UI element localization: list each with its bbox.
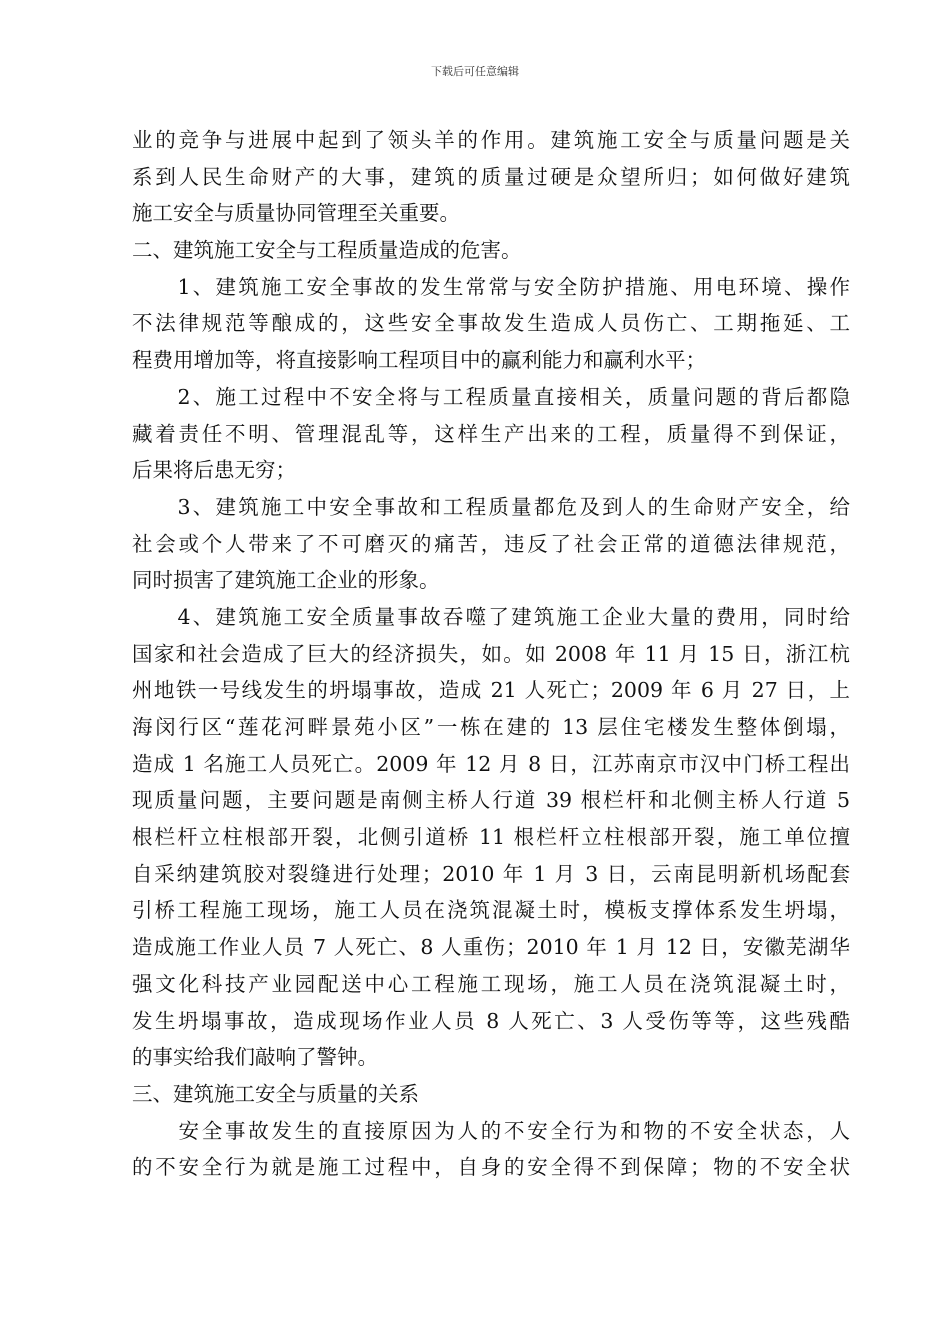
text-line: 同时损害了建筑施工企业的形象。 [132, 568, 440, 593]
text-line: 1、建筑施工安全事故的发生常常与安全防护措施、用电环境、操作 [132, 274, 850, 299]
text-line: 三、建筑施工安全与质量的关系 [132, 1081, 419, 1106]
text-line: 系到人民生命财产的大事，建筑的质量过硬是众望所归；如何做好建筑 [132, 164, 850, 189]
text-line: 造成 1 名施工人员死亡。2009 年 12 月 8 日，江苏南京市汉中门桥工程出 [132, 751, 850, 776]
text-line: 根栏杆立柱根部开裂，北侧引道桥 11 根栏杆立柱根部开裂，施工单位擅 [132, 825, 850, 850]
text-line: 社会或个人带来了不可磨灭的痛苦，违反了社会正常的道德法律规范， [132, 531, 850, 556]
text-line: 国家和社会造成了巨大的经济损失，如。如 2008 年 11 月 15 日，浙江杭 [132, 641, 850, 666]
text-line: 自采纳建筑胶对裂缝进行处理；2010 年 1 月 3 日，云南昆明新机场配套 [132, 861, 850, 886]
text-line: 的事实给我们敲响了警钟。 [132, 1045, 378, 1070]
text-line: 引桥工程施工现场，施工人员在浇筑混凝土时，模板支撑体系发生坍塌， [132, 898, 850, 923]
text-line: 现质量问题，主要问题是南侧主桥人行道 39 根栏杆和北侧主桥人行道 5 [132, 788, 850, 813]
text-line: 发生坍塌事故，造成现场作业人员 8 人死亡、3 人受伤等等，这些残酷 [132, 1008, 850, 1033]
text-line: 二、建筑施工安全与工程质量造成的危害。 [132, 238, 522, 263]
text-line: 程费用增加等，将直接影响工程项目中的赢利能力和赢利水平； [132, 348, 706, 373]
text-line: 2、施工过程中不安全将与工程质量直接相关，质量问题的背后都隐 [132, 384, 850, 409]
text-line: 强文化科技产业园配送中心工程施工现场，施工人员在浇筑混凝土时， [132, 971, 850, 996]
text-line: 造成施工作业人员 7 人死亡、8 人重伤；2010 年 1 月 12 日，安徽芜湖华 [132, 935, 850, 960]
text-line: 的不安全行为就是施工过程中，自身的安全得不到保障；物的不安全状 [132, 1155, 850, 1180]
text-line: 州地铁一号线发生的坍塌事故，造成 21 人死亡；2009 年 6 月 27 日，上 [132, 678, 850, 703]
text-line: 4、建筑施工安全质量事故吞噬了建筑施工企业大量的费用，同时给 [132, 604, 850, 629]
text-line: 海闵行区“莲花河畔景苑小区”一栋在建的 13 层住宅楼发生整体倒塌， [132, 715, 850, 739]
text-line: 后果将后患无穷； [132, 458, 296, 483]
document-body [132, 122, 850, 1186]
text-line: 业的竞争与进展中起到了领头羊的作用。建筑施工安全与质量问题是关 [132, 128, 850, 152]
text-line: 藏着责任不明、管理混乱等，这样生产出来的工程，质量得不到保证， [132, 421, 850, 446]
text-line: 不法律规范等酿成的，这些安全事故发生造成人员伤亡、工期拖延、工 [132, 311, 850, 336]
text-line: 安全事故发生的直接原因为人的不安全行为和物的不安全状态，人 [132, 1118, 850, 1143]
page-header-note: 下载后可任意编辑 [431, 65, 519, 78]
text-line: 3、建筑施工中安全事故和工程质量都危及到人的生命财产安全，给 [132, 494, 850, 519]
text-line: 施工安全与质量协同管理至关重要。 [132, 201, 460, 226]
